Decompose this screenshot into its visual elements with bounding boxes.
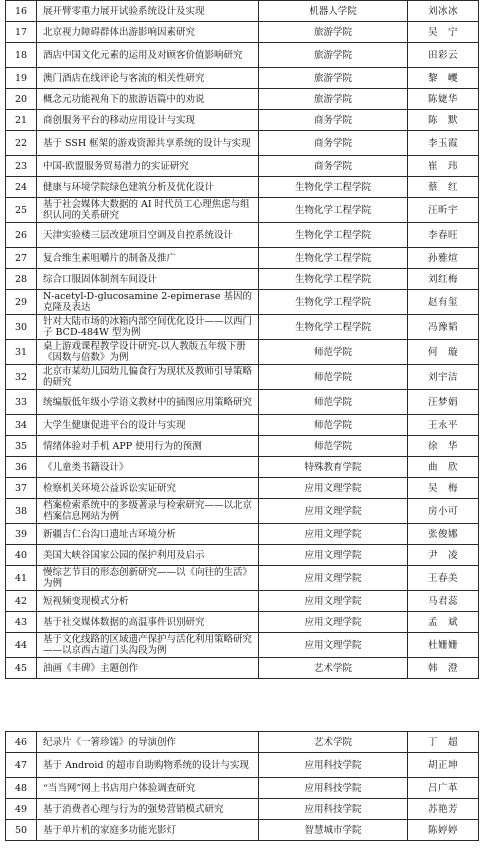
table-row (6, 131, 479, 156)
project-title: 北京市某幼儿园幼儿偏食行为现状及教师引导策略的研究 (37, 365, 259, 390)
person-name: 冯豫韬 (408, 315, 479, 340)
project-title: 澳门酒店在线评论与客流的相关性研究 (37, 68, 259, 89)
row-number: 30 (6, 315, 37, 340)
row-number: 35 (6, 436, 37, 457)
row-number: 39 (6, 524, 37, 545)
person-name: 田彩云 (408, 43, 479, 68)
row-number: 27 (6, 248, 37, 269)
table-row (6, 499, 479, 524)
row-number: 49 (6, 799, 37, 820)
table-row (6, 732, 479, 753)
college-name: 生物化学工程学院 (259, 290, 408, 315)
row-number: 45 (6, 658, 37, 679)
row-number: 18 (6, 43, 37, 68)
table-row (6, 478, 479, 499)
project-title: 酒店中国文化元素的运用及对顾客价值影响研究 (37, 43, 259, 68)
row-number: 22 (6, 131, 37, 156)
row-number: 50 (6, 820, 37, 841)
table-row (6, 545, 479, 566)
table-row (6, 457, 479, 478)
person-name: 李玉霞 (408, 131, 479, 156)
person-name: 曲 欣 (408, 457, 479, 478)
project-title: 健康与环境学院绿色建筑分析及优化设计 (37, 177, 259, 198)
project-title: 基于单片机的家庭多功能光影灯 (37, 820, 259, 841)
table-row (6, 633, 479, 658)
table-row (6, 290, 479, 315)
person-name: 汪昕宇 (408, 198, 479, 223)
college-name: 商务学院 (259, 156, 408, 177)
table-row (6, 198, 479, 223)
row-number: 20 (6, 89, 37, 110)
table-row (6, 43, 479, 68)
person-name: 何 璇 (408, 340, 479, 365)
person-name: 王永平 (408, 415, 479, 436)
college-name: 商务学院 (259, 131, 408, 156)
row-number: 23 (6, 156, 37, 177)
person-name: 苏艳芳 (408, 799, 479, 820)
college-name: 应用文理学院 (259, 612, 408, 633)
table-row (6, 799, 479, 820)
project-title: “当当网”网上书店用户体验调查研究 (37, 778, 259, 799)
row-number: 41 (6, 566, 37, 591)
row-number: 48 (6, 778, 37, 799)
college-name: 应用文理学院 (259, 591, 408, 612)
table-row (6, 248, 479, 269)
college-name: 应用文理学院 (259, 478, 408, 499)
table-row (6, 1, 479, 22)
project-title: 基于社会媒体大数据的 AI 时代员工心理焦虑与组织认同的关系研究 (37, 198, 259, 223)
row-number: 32 (6, 365, 37, 390)
row-number: 29 (6, 290, 37, 315)
row-number: 44 (6, 633, 37, 658)
college-name: 商务学院 (259, 110, 408, 131)
person-name: 刘冰冰 (408, 1, 479, 22)
table-row (6, 658, 479, 679)
person-name: 尹 凌 (408, 545, 479, 566)
person-name: 韩 澄 (408, 658, 479, 679)
person-name: 陈婕华 (408, 89, 479, 110)
project-title: 油画《丰碑》主题创作 (37, 658, 259, 679)
college-name: 旅游学院 (259, 22, 408, 43)
college-name: 艺术学院 (259, 658, 408, 679)
project-table-upper (5, 0, 479, 679)
project-title: 《儿童类书籍设计》 (37, 457, 259, 478)
row-number: 38 (6, 499, 37, 524)
person-name: 崔 玮 (408, 156, 479, 177)
row-number: 40 (6, 545, 37, 566)
row-number: 34 (6, 415, 37, 436)
project-title: 中国-欧盟服务贸易潜力的实证研究 (37, 156, 259, 177)
project-title: 针对大陆市场的冰箱内部空间优化设计——以西门子 BCD-484W 型为例 (37, 315, 259, 340)
project-title: 纪录片《一箸珍馐》的导演创作 (37, 732, 259, 753)
row-number: 28 (6, 269, 37, 290)
table-row (6, 89, 479, 110)
person-name: 陈 默 (408, 110, 479, 131)
person-name: 刘红梅 (408, 269, 479, 290)
row-number: 26 (6, 223, 37, 248)
college-name: 师范学院 (259, 415, 408, 436)
project-title: 大学生健康促进平台的设计与实现 (37, 415, 259, 436)
table-row (6, 753, 479, 778)
person-name: 赵有玺 (408, 290, 479, 315)
person-name: 汪梦娟 (408, 390, 479, 415)
project-title: 复合维生素咀嚼片的制备及推广 (37, 248, 259, 269)
person-name: 黎 巎 (408, 68, 479, 89)
person-name: 吕广革 (408, 778, 479, 799)
college-name: 应用文理学院 (259, 545, 408, 566)
college-name: 应用科技学院 (259, 799, 408, 820)
project-title: 情绪体验对手机 APP 使用行为的预测 (37, 436, 259, 457)
project-title: 商创服务平台的移动应用设计与实现 (37, 110, 259, 131)
college-name: 旅游学院 (259, 68, 408, 89)
table-row (6, 365, 479, 390)
college-name: 旅游学院 (259, 43, 408, 68)
project-table-lower (5, 731, 479, 841)
row-number: 33 (6, 390, 37, 415)
college-name: 应用文理学院 (259, 524, 408, 545)
college-name: 生物化学工程学院 (259, 198, 408, 223)
person-name: 李春旺 (408, 223, 479, 248)
table-row (6, 390, 479, 415)
project-title: 天津实验楼三层改建项目空调及自控系统设计 (37, 223, 259, 248)
row-number: 19 (6, 68, 37, 89)
project-title: 综合口服固体制剂车间设计 (37, 269, 259, 290)
college-name: 应用文理学院 (259, 633, 408, 658)
row-number: 21 (6, 110, 37, 131)
project-title: 统编版低年级小学语文教材中的插图应用策略研究 (37, 390, 259, 415)
project-title: 慢综艺节目的形态创新研究——以《向往的生活》为例 (37, 566, 259, 591)
project-title: 基于消费者心理与行为的强势营销模式研究 (37, 799, 259, 820)
project-title: 基于 SSH 框架的游戏资源共享系统的设计与实现 (37, 131, 259, 156)
table-row (6, 820, 479, 841)
person-name: 陈婷婷 (408, 820, 479, 841)
row-number: 43 (6, 612, 37, 633)
college-name: 生物化学工程学院 (259, 269, 408, 290)
row-number: 37 (6, 478, 37, 499)
project-title: 基于社交媒体数据的高温事件识别研究 (37, 612, 259, 633)
table-row (6, 110, 479, 131)
row-number: 36 (6, 457, 37, 478)
table-row (6, 778, 479, 799)
project-title: 基于文化线路的区域遗产保护与活化利用策略研究——以京西古道门头沟段为例 (37, 633, 259, 658)
table-body-upper (6, 1, 479, 679)
college-name: 师范学院 (259, 340, 408, 365)
person-name: 吴 梅 (408, 478, 479, 499)
college-name: 艺术学院 (259, 732, 408, 753)
row-number: 25 (6, 198, 37, 223)
college-name: 智慧城市学院 (259, 820, 408, 841)
project-title: 展开臂零重力展开试验系统设计及实现 (37, 1, 259, 22)
college-name: 应用科技学院 (259, 753, 408, 778)
person-name: 杜姗姗 (408, 633, 479, 658)
person-name: 丁 超 (408, 732, 479, 753)
person-name: 马君蕊 (408, 591, 479, 612)
project-title: 检察机关环境公益诉讼实证研究 (37, 478, 259, 499)
person-name: 徐 华 (408, 436, 479, 457)
table-row (6, 269, 479, 290)
project-title: 概念元功能视角下的旅游语篇中的劝说 (37, 89, 259, 110)
row-number: 46 (6, 732, 37, 753)
project-title: 桌上游戏课程教学设计研究-以人教版五年级下册《因数与倍数》为例 (37, 340, 259, 365)
college-name: 生物化学工程学院 (259, 248, 408, 269)
person-name: 房小可 (408, 499, 479, 524)
table-row (6, 22, 479, 43)
person-name: 胡正坤 (408, 753, 479, 778)
project-title: 短视频变现模式分析 (37, 591, 259, 612)
project-title: 新疆吉仁台沟口遗址古环境分析 (37, 524, 259, 545)
college-name: 应用文理学院 (259, 499, 408, 524)
table-row (6, 223, 479, 248)
table-row (6, 436, 479, 457)
table-row (6, 68, 479, 89)
row-number: 31 (6, 340, 37, 365)
person-name: 孙雅煊 (408, 248, 479, 269)
college-name: 生物化学工程学院 (259, 223, 408, 248)
college-name: 应用科技学院 (259, 778, 408, 799)
row-number: 16 (6, 1, 37, 22)
college-name: 应用文理学院 (259, 566, 408, 591)
person-name: 蔡 红 (408, 177, 479, 198)
table-row (6, 591, 479, 612)
table-row (6, 612, 479, 633)
table-row (6, 415, 479, 436)
college-name: 生物化学工程学院 (259, 315, 408, 340)
project-title: 基于 Android 的超市自助购物系统的设计与实现 (37, 753, 259, 778)
college-name: 特殊教育学院 (259, 457, 408, 478)
row-number: 17 (6, 22, 37, 43)
college-name: 师范学院 (259, 390, 408, 415)
person-name: 张俊娜 (408, 524, 479, 545)
college-name: 机器人学院 (259, 1, 408, 22)
college-name: 师范学院 (259, 365, 408, 390)
project-title: 美国大峡谷国家公园的保护利用及启示 (37, 545, 259, 566)
project-title: N-acetyl-D-glucosamine 2-epimerase 基因的克隆及表达 (37, 290, 259, 315)
table-row (6, 177, 479, 198)
table-row (6, 566, 479, 591)
project-title: 档案检索系统中的多级著录与检索研究——以北京档案信息网站为例 (37, 499, 259, 524)
person-name: 王春美 (408, 566, 479, 591)
table-row (6, 315, 479, 340)
table-row (6, 524, 479, 545)
row-number: 47 (6, 753, 37, 778)
row-number: 42 (6, 591, 37, 612)
table-body-lower (6, 732, 479, 841)
project-title: 北京视力障碍群体出游影响因素研究 (37, 22, 259, 43)
row-number: 24 (6, 177, 37, 198)
person-name: 吴 宁 (408, 22, 479, 43)
table-row (6, 340, 479, 365)
person-name: 刘宇洁 (408, 365, 479, 390)
college-name: 生物化学工程学院 (259, 177, 408, 198)
table-row (6, 156, 479, 177)
college-name: 旅游学院 (259, 89, 408, 110)
person-name: 孟 斌 (408, 612, 479, 633)
college-name: 师范学院 (259, 436, 408, 457)
